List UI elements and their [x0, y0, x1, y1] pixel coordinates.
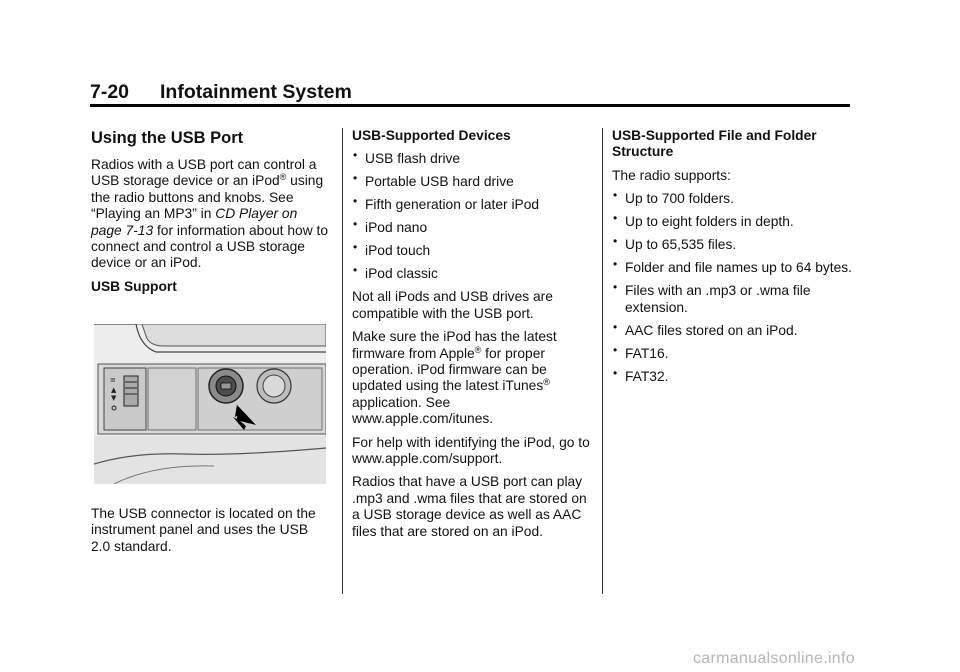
list-item: • FAT16.: [612, 346, 852, 362]
intro-paragraph: Radios with a USB port can control a USB storage device or an iPod® using the radio buttons and knobs. See “Playing an MP3” in CD Player on page 7-13 for information about how to connect and control a USB storage device or an iPod.: [91, 157, 329, 271]
list-item: • Files with an .mp3 or .wma file extension.: [612, 283, 852, 316]
cross-reference-link[interactable]: CD Player on page 7-13: [91, 206, 298, 238]
supports-list: [612, 191, 852, 385]
list-item: • FAT32.: [612, 369, 852, 385]
page-number: 7-20: [90, 81, 130, 103]
paragraph: Make sure the iPod has the latest firmware from Apple® for proper operation. iPod firmware can be updated using the latest iTunes® application. See www.apple.com/itunes.: [352, 329, 557, 427]
svg-text:≡: ≡: [110, 376, 116, 384]
list-item: • Up to 700 folders.: [612, 191, 852, 207]
paragraph: Not all iPods and USB drives are compatible with the USB port.: [352, 289, 553, 321]
list-item: • iPod touch: [352, 243, 592, 259]
svg-text:▼: ▼: [111, 394, 117, 402]
watermark: carmanualsonline.info: [693, 650, 855, 667]
list-item: • Up to eight folders in depth.: [612, 214, 852, 230]
list-item: • Up to 65,535 files.: [612, 237, 852, 253]
column-3: [612, 128, 852, 392]
paragraph: The radio supports:: [612, 167, 731, 183]
figure-caption: The USB connector is located on the instrument panel and uses the USB 2.0 standard.: [91, 506, 316, 554]
list-item: • iPod nano: [352, 220, 592, 236]
section-heading: Using the USB Port: [91, 129, 244, 147]
paragraph: For help with identifying the iPod, go to www.apple.com/support.: [352, 434, 590, 467]
device-list: [352, 151, 592, 282]
list-item: • AAC files stored on an iPod.: [612, 323, 852, 339]
column-divider: [602, 128, 603, 594]
header-rule: [90, 104, 850, 107]
svg-text:▲: ▲: [111, 386, 117, 394]
list-item: • Fifth generation or later iPod: [352, 197, 592, 213]
section-title: Infotainment System: [160, 81, 352, 103]
list-item: • iPod classic: [352, 266, 592, 282]
page-header: [90, 80, 850, 104]
column-1: [91, 128, 331, 302]
subheading: USB-Supported File and Folder Structure: [612, 128, 817, 160]
list-item: • Folder and file names up to 64 bytes.: [612, 260, 852, 276]
subheading: USB Support: [91, 278, 177, 294]
usb-port-illustration: [94, 324, 326, 484]
column-2: [352, 128, 592, 547]
column-divider: [342, 128, 343, 594]
list-item: • Portable USB hard drive: [352, 174, 592, 190]
paragraph: Radios that have a USB port can play .mp3 and .wma files that are stored on a USB storage device as well as AAC files that are stored on an iPod.: [352, 474, 587, 539]
list-item: • USB flash drive: [352, 151, 592, 167]
subheading: USB-Supported Devices: [352, 128, 511, 143]
